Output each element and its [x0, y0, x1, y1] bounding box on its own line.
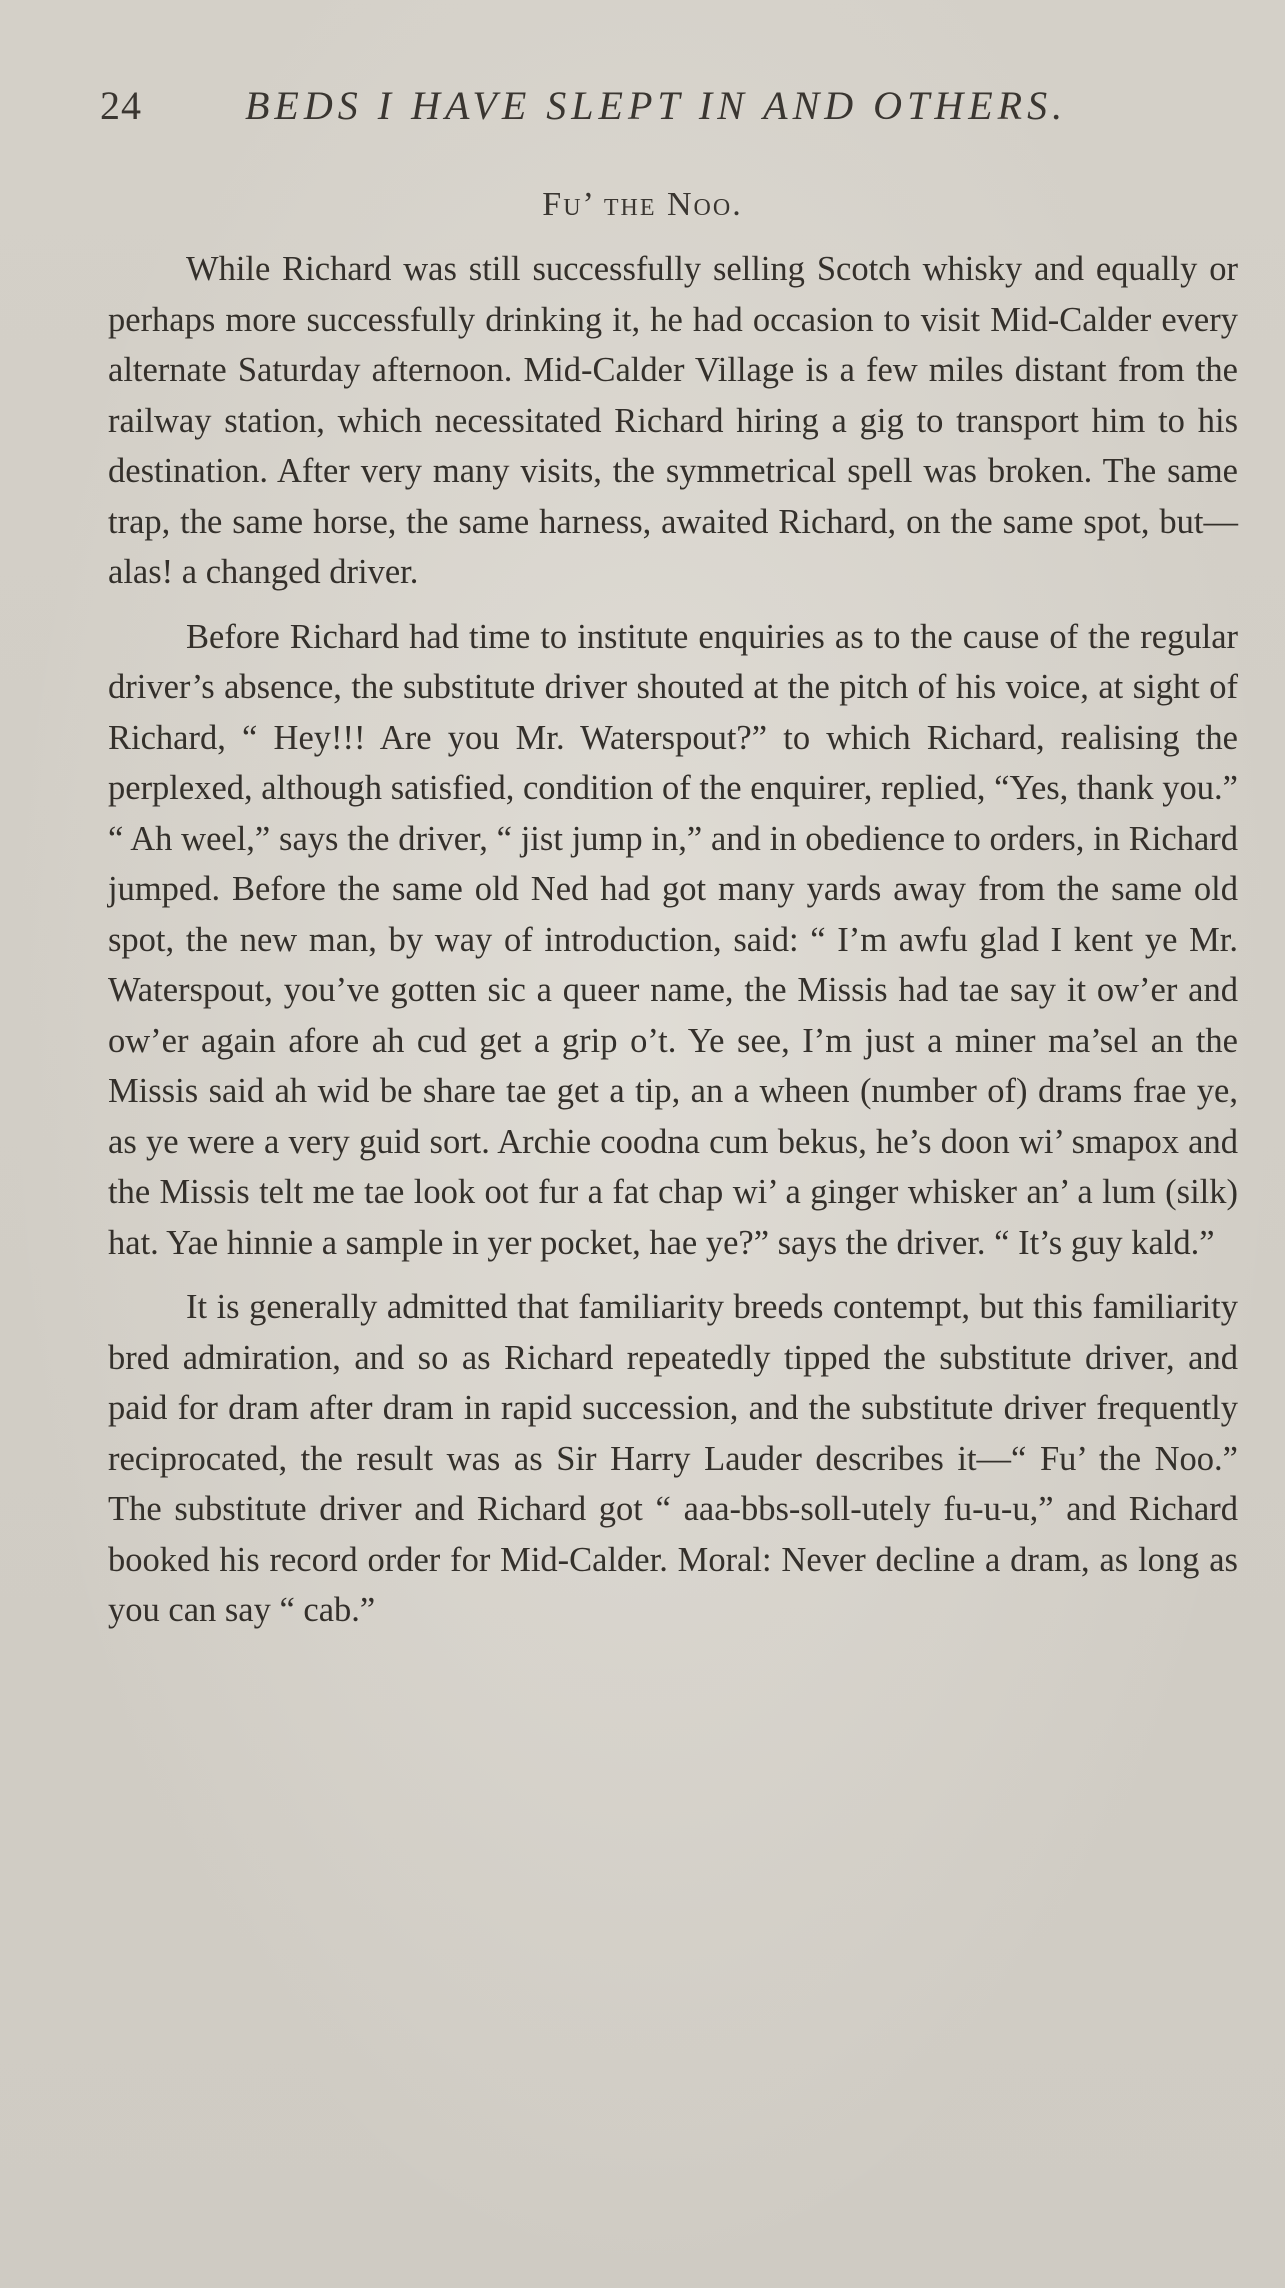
running-title: BEDS I HAVE SLEPT IN AND OTHERS.	[245, 83, 1068, 128]
running-header	[100, 82, 1110, 142]
paragraph-1: While Richard was still successfully selling Scotch whisky and equally or perhaps more successfully drinking it, he had occasion to visit Mid-Calder every alternate Saturday afternoon. Mid-Calder Village is a few miles distant from the railway station, which necessitated Richard hiring a gig to transport him to his destination. After very many visits, the symmetrical spell was broken. The same trap, the same horse, the same harness, awaited Richard, on the same spot, but—alas! a changed driver.	[108, 250, 1238, 591]
section-heading: Fu’ the Noo.	[542, 186, 743, 223]
page-number: 24	[100, 83, 142, 128]
paragraph-2: Before Richard had time to institute enquiries as to the cause of the regular driver’s absence, the substitute driver shouted at the pitch of his voice, at sight of Richard, “ Hey!!! Are you Mr. Waterspout?” to which Richard, realising the perplexed, although satisfied, condition of the enquirer, replied, “Yes, thank you.” “ Ah weel,” says the driver, “ jist jump in,” and in obedience to orders, in Richard jumped. Before the same old Ned had got many yards away from the same old spot, the new man, by way of introduction, said: “ I’m awfu glad I kent ye Mr. Waterspout, you’ve gotten sic a queer name, the Missis had tae say it ow’er and ow’er again afore ah cud get a grip o’t. Ye see, I’m just a miner ma’sel an the Missis said ah wid be share tae get a tip, an a wheen (number of) drams frae ye, as ye were a very guid sort. Archie coodna cum bekus, he’s doon wi’ smapox and the Missis telt me tae look oot fur a fat chap wi’ a ginger whisker an’ a lum (silk) hat. Yae hinnie a sample in yer pocket, hae ye?” says the driver. “ It’s guy kald.”	[108, 617, 1238, 1262]
paragraph-3: It is generally admitted that familiarity breeds contempt, but this familiarity bred admiration, and so as Richard repeatedly tipped the substitute driver, and paid for dram after dram in rapid succession, and the substitute driver frequently reciprocated, the result was as Sir Harry Lauder describes it—“ Fu’ the Noo.” The substitute driver and Richard got “ aaa-bbs-soll-utely fu-u-u,” and Richard booked his record order for Mid-Calder. Moral: Never decline a dram, as long as you can say “ cab.”	[108, 1288, 1238, 1629]
body-text	[108, 244, 1238, 1650]
